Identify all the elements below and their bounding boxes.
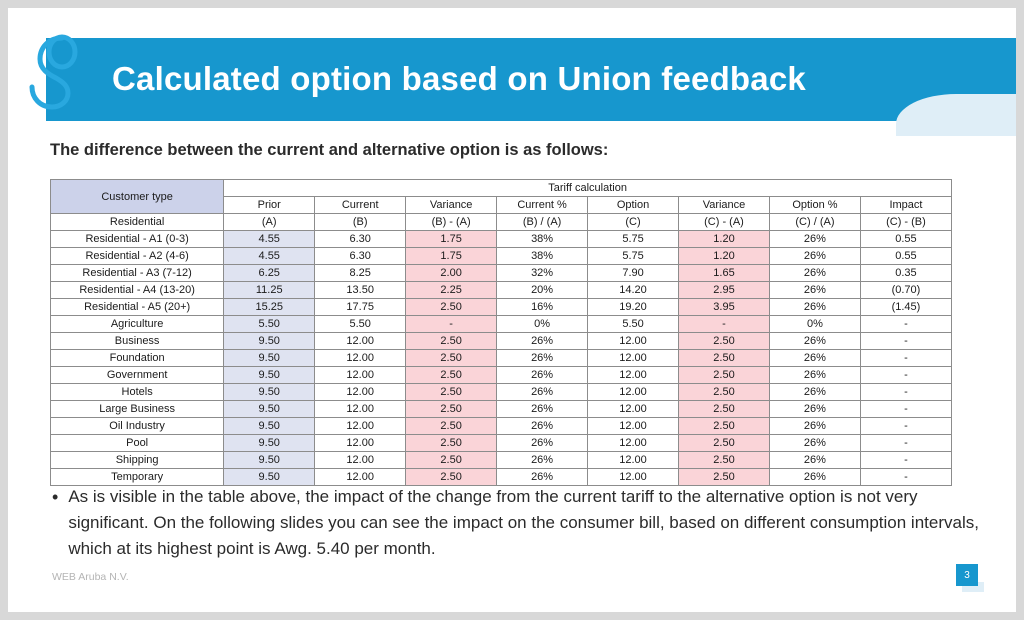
table-cell: 2.50	[679, 469, 770, 486]
table-cell: 9.50	[224, 384, 315, 401]
slide	[8, 8, 1016, 612]
table-cell: -	[406, 316, 497, 333]
table-cell: 26%	[497, 452, 588, 469]
table-row	[51, 367, 952, 384]
table-cell: 2.25	[406, 282, 497, 299]
table-cell: 7.90	[588, 265, 679, 282]
table-cell: 2.50	[679, 367, 770, 384]
header-tariff-calculation: Tariff calculation	[224, 180, 952, 197]
row-label: Residential - A4 (13-20)	[51, 282, 224, 299]
table-cell: 26%	[769, 469, 860, 486]
row-label: Residential - A5 (20+)	[51, 299, 224, 316]
header-customer-type: Customer type	[51, 180, 224, 214]
table-row	[51, 418, 952, 435]
table-cell: 12.00	[315, 384, 406, 401]
table-cell: 1.75	[406, 231, 497, 248]
table-cell: 13.50	[315, 282, 406, 299]
table-cell: -	[860, 452, 951, 469]
table-cell: 26%	[769, 418, 860, 435]
table-cell: 20%	[497, 282, 588, 299]
table-cell: 26%	[497, 367, 588, 384]
table-cell: (1.45)	[860, 299, 951, 316]
table-cell: 12.00	[315, 350, 406, 367]
web-aruba-logo-icon	[18, 32, 84, 116]
table-cell: 26%	[497, 384, 588, 401]
row-label: Residential - A2 (4-6)	[51, 248, 224, 265]
table-cell: 14.20	[588, 282, 679, 299]
table-cell: -	[860, 316, 951, 333]
table-cell: 6.30	[315, 248, 406, 265]
header-col-prior: Prior	[224, 197, 315, 214]
header-col-option: Option	[588, 197, 679, 214]
table-cell: -	[679, 316, 770, 333]
table-cell: 12.00	[315, 401, 406, 418]
table-cell: 9.50	[224, 350, 315, 367]
row-label: Shipping	[51, 452, 224, 469]
table-cell: 2.50	[406, 299, 497, 316]
table-row	[51, 248, 952, 265]
table-row	[51, 333, 952, 350]
table-cell: 12.00	[315, 452, 406, 469]
table-row	[51, 231, 952, 248]
table-cell: -	[860, 333, 951, 350]
table-cell: 2.50	[679, 435, 770, 452]
table-cell: 38%	[497, 248, 588, 265]
row-label: Pool	[51, 435, 224, 452]
table-cell: 12.00	[315, 435, 406, 452]
table-cell: 2.50	[406, 333, 497, 350]
table-cell: -	[860, 418, 951, 435]
footer-company-name: WEB Aruba N.V.	[52, 571, 129, 583]
table-cell: 2.00	[406, 265, 497, 282]
table-cell: 2.50	[679, 401, 770, 418]
row-label: Oil Industry	[51, 418, 224, 435]
intro-text: The difference between the current and alternative option is as follows:	[50, 141, 609, 159]
table-cell: 26%	[769, 333, 860, 350]
table-cell: 26%	[497, 469, 588, 486]
table-cell: 5.75	[588, 231, 679, 248]
table-cell: -	[860, 367, 951, 384]
table-cell: 9.50	[224, 418, 315, 435]
table-cell: -	[860, 469, 951, 486]
formula-c-div-a: (C) / (A)	[769, 214, 860, 231]
table-cell: 5.50	[315, 316, 406, 333]
table-cell: (0.70)	[860, 282, 951, 299]
table-cell: 12.00	[315, 469, 406, 486]
header-col-option-pct: Option %	[769, 197, 860, 214]
row-label: Residential - A1 (0-3)	[51, 231, 224, 248]
table-cell: 26%	[769, 282, 860, 299]
table-cell: 2.50	[406, 469, 497, 486]
row-label: Large Business	[51, 401, 224, 418]
row-label: Government	[51, 367, 224, 384]
table-body	[51, 214, 952, 486]
table-cell: 26%	[769, 299, 860, 316]
table-cell: 11.25	[224, 282, 315, 299]
table-row-formulas	[51, 214, 952, 231]
table-cell: 12.00	[315, 333, 406, 350]
table-cell: 12.00	[588, 333, 679, 350]
table-cell: 2.50	[406, 384, 497, 401]
table-cell: 8.25	[315, 265, 406, 282]
table-cell: 26%	[769, 231, 860, 248]
summary-bullet-text: As is visible in the table above, the impact of the change from the current tariff to the alternative option is not very significant. On the following slides you can see the impact on the consumer bill, based on different consumption intervals, which at its highest point is Awg. 5.40 per month.	[68, 487, 979, 558]
table-cell: 2.50	[406, 452, 497, 469]
table-cell: 5.50	[588, 316, 679, 333]
table-cell: 26%	[769, 435, 860, 452]
table-cell: 12.00	[588, 350, 679, 367]
bullet-dot-icon: •	[52, 487, 59, 507]
table-cell: 12.00	[588, 452, 679, 469]
table-cell: 2.50	[406, 367, 497, 384]
header-col-variance-c: Variance	[679, 197, 770, 214]
table-cell: 26%	[769, 384, 860, 401]
table-cell: 2.50	[679, 452, 770, 469]
row-label: Temporary	[51, 469, 224, 486]
table-cell: 16%	[497, 299, 588, 316]
row-label: Foundation	[51, 350, 224, 367]
table-cell: 1.75	[406, 248, 497, 265]
table-cell: 26%	[497, 435, 588, 452]
header-col-variance-b: Variance	[406, 197, 497, 214]
table-cell: 26%	[497, 401, 588, 418]
table-row	[51, 469, 952, 486]
table-cell: 26%	[497, 333, 588, 350]
header-col-impact: Impact	[860, 197, 951, 214]
table-cell: -	[860, 435, 951, 452]
page-number-badge: 3	[956, 564, 978, 586]
table-cell: 26%	[769, 452, 860, 469]
table-row	[51, 265, 952, 282]
row-label: Agriculture	[51, 316, 224, 333]
header-col-current: Current	[315, 197, 406, 214]
table-cell: 12.00	[588, 469, 679, 486]
tariff-table-container	[50, 179, 952, 486]
formula-b-div-a: (B) / (A)	[497, 214, 588, 231]
table-cell: 2.50	[406, 435, 497, 452]
table-row	[51, 384, 952, 401]
table-cell: 26%	[769, 401, 860, 418]
table-row	[51, 316, 952, 333]
row-label: Business	[51, 333, 224, 350]
table-cell: 12.00	[315, 418, 406, 435]
row-label: Residential - A3 (7-12)	[51, 265, 224, 282]
table-cell: 26%	[769, 265, 860, 282]
table-row	[51, 452, 952, 469]
table-cell: 26%	[769, 248, 860, 265]
table-cell: 9.50	[224, 452, 315, 469]
table-cell: 5.50	[224, 316, 315, 333]
table-cell: 0.35	[860, 265, 951, 282]
table-cell: 26%	[769, 350, 860, 367]
table-cell: 32%	[497, 265, 588, 282]
table-cell: -	[860, 384, 951, 401]
table-cell: 9.50	[224, 469, 315, 486]
formula-b: (B)	[315, 214, 406, 231]
table-cell: 26%	[497, 350, 588, 367]
table-cell: -	[860, 350, 951, 367]
table-cell: 4.55	[224, 248, 315, 265]
table-cell: 1.65	[679, 265, 770, 282]
row-label: Hotels	[51, 384, 224, 401]
table-row	[51, 435, 952, 452]
table-cell: 6.25	[224, 265, 315, 282]
page-title: Calculated option based on Union feedback	[112, 60, 806, 97]
table-row	[51, 299, 952, 316]
formula-c-minus-b: (C) - (B)	[860, 214, 951, 231]
table-cell: 2.50	[679, 384, 770, 401]
table-row	[51, 350, 952, 367]
table-cell: 9.50	[224, 367, 315, 384]
table-cell: 19.20	[588, 299, 679, 316]
table-cell: 2.50	[406, 401, 497, 418]
table-cell: 2.50	[406, 418, 497, 435]
row-label-residential-group: Residential	[51, 214, 224, 231]
table-cell: 2.50	[679, 333, 770, 350]
table-cell: 12.00	[588, 384, 679, 401]
formula-b-minus-a: (B) - (A)	[406, 214, 497, 231]
table-cell: 2.50	[679, 418, 770, 435]
tariff-table	[50, 179, 952, 486]
table-cell: 0.55	[860, 231, 951, 248]
table-cell: 4.55	[224, 231, 315, 248]
header-col-current-pct: Current %	[497, 197, 588, 214]
table-cell: 2.95	[679, 282, 770, 299]
formula-c-minus-a: (C) - (A)	[679, 214, 770, 231]
table-cell: -	[860, 401, 951, 418]
table-cell: 1.20	[679, 231, 770, 248]
summary-bullet	[52, 484, 992, 562]
table-cell: 2.50	[406, 350, 497, 367]
table-cell: 12.00	[588, 367, 679, 384]
table-cell: 26%	[497, 418, 588, 435]
table-cell: 0%	[769, 316, 860, 333]
table-cell: 15.25	[224, 299, 315, 316]
table-cell: 9.50	[224, 333, 315, 350]
table-cell: 12.00	[588, 435, 679, 452]
formula-c: (C)	[588, 214, 679, 231]
table-row	[51, 282, 952, 299]
table-cell: 6.30	[315, 231, 406, 248]
table-cell: 5.75	[588, 248, 679, 265]
table-cell: 1.20	[679, 248, 770, 265]
table-row	[51, 401, 952, 418]
table-cell: 12.00	[588, 418, 679, 435]
table-cell: 12.00	[315, 367, 406, 384]
table-cell: 12.00	[588, 401, 679, 418]
table-cell: 9.50	[224, 401, 315, 418]
table-cell: 17.75	[315, 299, 406, 316]
table-cell: 0%	[497, 316, 588, 333]
table-cell: 38%	[497, 231, 588, 248]
table-cell: 3.95	[679, 299, 770, 316]
table-cell: 9.50	[224, 435, 315, 452]
table-header-row-group	[51, 180, 952, 197]
table-cell: 26%	[769, 367, 860, 384]
table-cell: 2.50	[679, 350, 770, 367]
table-cell: 0.55	[860, 248, 951, 265]
formula-a: (A)	[224, 214, 315, 231]
